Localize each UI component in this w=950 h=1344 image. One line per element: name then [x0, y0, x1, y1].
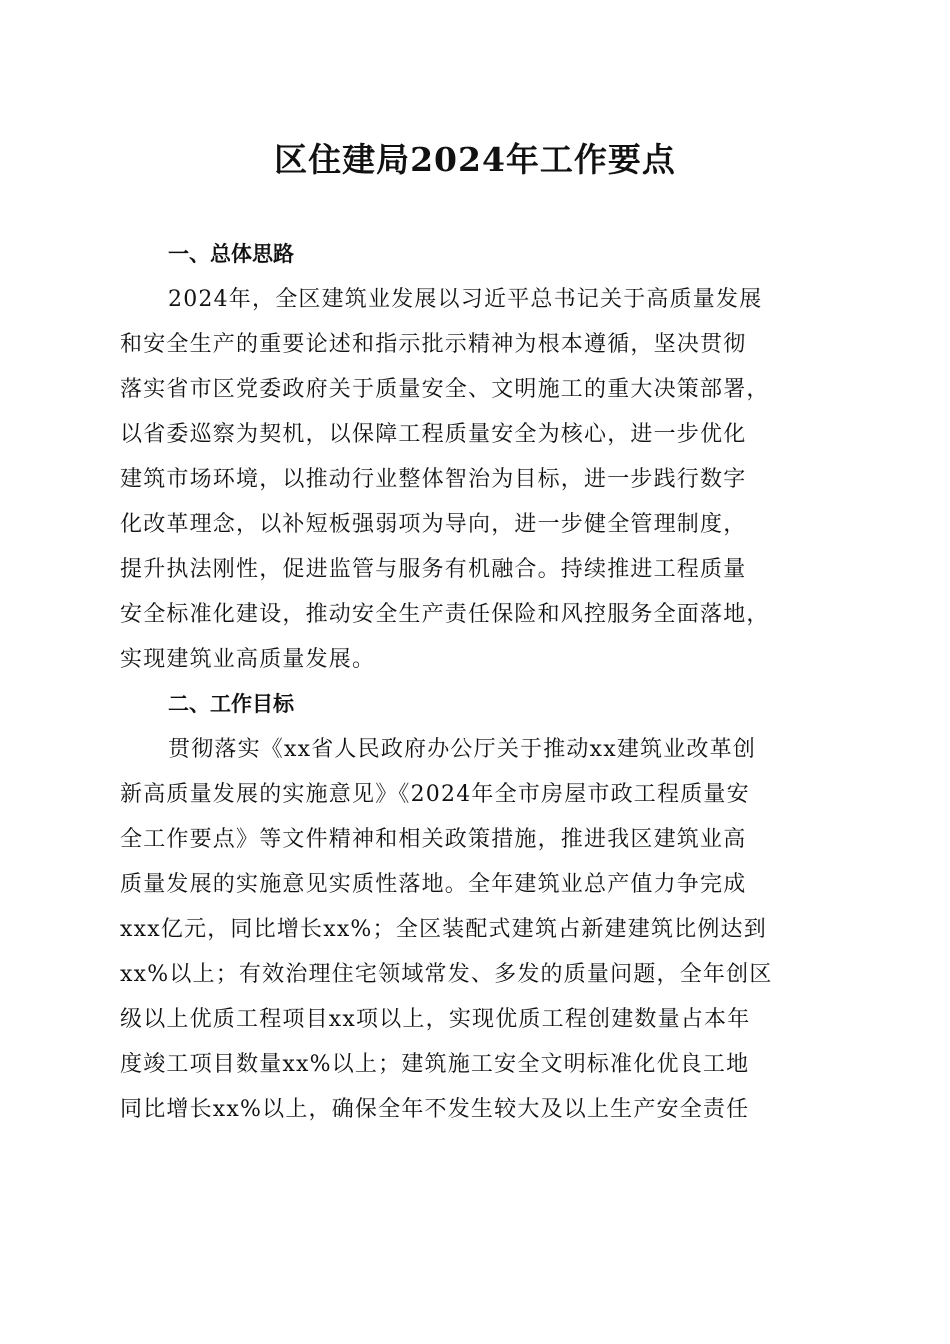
paragraph-line: 级以上优质工程项目xx项以上，实现优质工程创建数量占本年	[120, 1007, 751, 1032]
paragraph-line: xxx亿元，同比增长xx%；全区装配式建筑占新建建筑比例达到	[120, 917, 767, 942]
paragraph-line: 同比增长xx%以上，确保全年不发生较大及以上生产安全责任	[120, 1097, 750, 1122]
paragraph-overall-approach	[120, 277, 832, 682]
document-title: 区住建局2024年工作要点	[274, 140, 676, 179]
paragraph-line: 全工作要点》等文件精神和相关政策措施，推进我区建筑业高	[120, 827, 747, 852]
section-heading-work-goals: 二、工作目标	[168, 692, 294, 716]
paragraph-line: 度竣工项目数量xx%以上；建筑施工安全文明标准化优良工地	[120, 1052, 750, 1077]
paragraph-line: 2024年，全区建筑业发展以习近平总书记关于高质量发展	[168, 287, 763, 312]
paragraph-line: 质量发展的实施意见实质性落地。全年建筑业总产值力争完成	[120, 872, 747, 897]
paragraph-line: 落实省市区党委政府关于质量安全、文明施工的重大决策部署，	[120, 377, 770, 402]
paragraph-line: xx%以上；有效治理住宅领域常发、多发的质量问题，全年创区	[120, 962, 773, 987]
paragraph-line: 和安全生产的重要论述和指示批示精神为根本遵循，坚决贯彻	[120, 332, 747, 357]
section-heading-overall-approach: 一、总体思路	[168, 242, 294, 266]
paragraph-work-goals	[120, 727, 832, 1132]
paragraph-line: 以省委巡察为契机，以保障工程质量安全为核心，进一步优化	[120, 422, 747, 447]
paragraph-line: 安全标准化建设，推动安全生产责任保险和风控服务全面落地，	[120, 602, 770, 627]
paragraph-line: 提升执法刚性，促进监管与服务有机融合。持续推进工程质量	[120, 557, 747, 582]
paragraph-line: 建筑市场环境，以推动行业整体智治为目标，进一步践行数字	[120, 467, 747, 492]
paragraph-line: 化改革理念，以补短板强弱项为导向，进一步健全管理制度，	[120, 512, 747, 537]
document-body	[120, 232, 832, 1132]
paragraph-line: 新高质量发展的实施意见》《2024年全市房屋市政工程质量安	[120, 782, 750, 807]
paragraph-line: 实现建筑业高质量发展。	[120, 647, 376, 672]
paragraph-line: 贯彻落实《xx省人民政府办公厅关于推动xx建筑业改革创	[168, 737, 757, 762]
